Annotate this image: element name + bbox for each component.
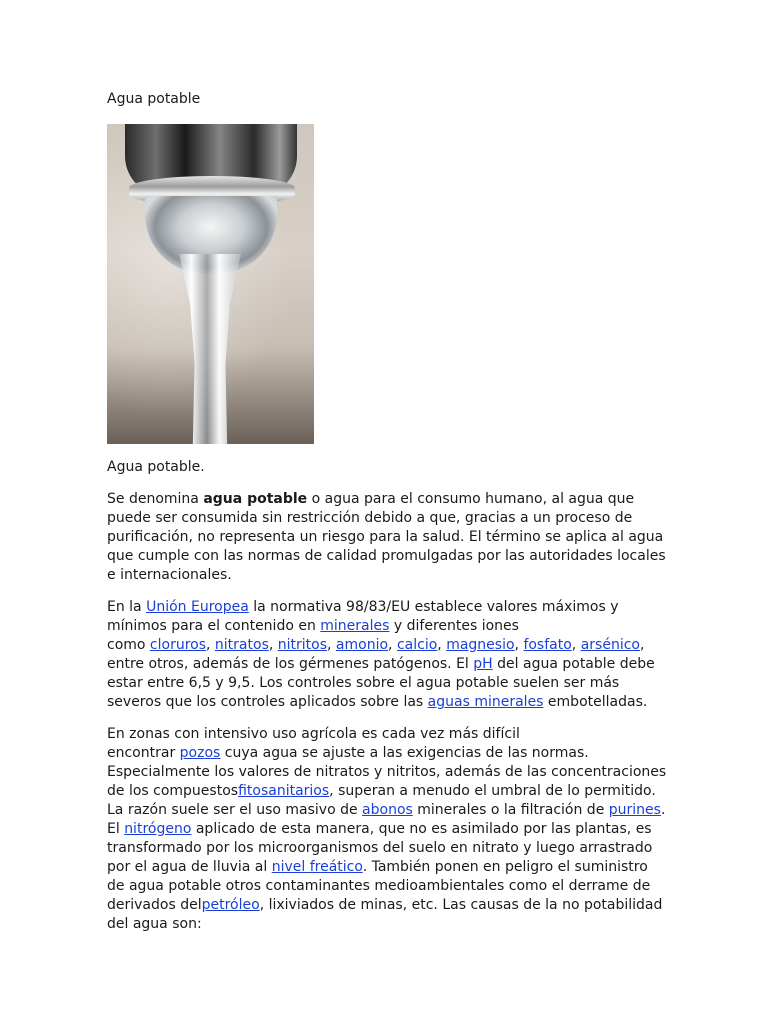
link-calcio[interactable]: calcio — [396, 637, 438, 653]
paragraph-regulation — [107, 598, 667, 712]
link-nitratos[interactable]: nitratos — [214, 637, 269, 653]
text-line: En zonas con intensivo uso agrícola es cada vez más difícil — [107, 726, 520, 742]
text-run: Se denomina — [107, 491, 204, 507]
link-abonos[interactable]: abonos — [362, 802, 413, 818]
text-line: como cloruros, nitratos, nitritos, amonio, calcio, magnesio, fosfato, arsénico, — [107, 637, 645, 653]
text-run: aplicado de esta manera, que no es asimilado por las plantas, es — [191, 821, 652, 837]
text-run: derivados del — [107, 897, 202, 913]
text-run: de los compuestos — [107, 783, 239, 799]
text-run: . — [660, 802, 666, 818]
link-ph[interactable]: pH — [473, 656, 493, 672]
text-line: que cumple con las normas de calidad promulgadas por las autoridades locales — [107, 548, 666, 564]
text-line — [107, 858, 667, 877]
document-title: Agua potable — [107, 91, 201, 107]
text-line: puede ser consumida sin restricción debido a que, gracias a un proceso de — [107, 510, 633, 526]
text-line — [107, 801, 667, 820]
text-line — [107, 782, 667, 801]
text-run: , lixiviados de minas, etc. Las causas de la no potabilidad — [259, 897, 663, 913]
text-run: En la — [107, 599, 147, 615]
document-page — [107, 90, 667, 934]
text-line — [107, 617, 667, 636]
text-line — [107, 598, 667, 617]
paragraph-agriculture — [107, 725, 667, 934]
text-run: como — [107, 637, 150, 653]
text-run: y diferentes iones — [389, 618, 519, 634]
text-run: severos que los controles aplicados sobre las — [107, 694, 428, 710]
text-run: La razón suele ser el uso masivo de — [107, 802, 363, 818]
text-line: Especialmente los valores de nitratos y nitritos, además de las concentraciones — [107, 764, 667, 780]
link-nivel-freatico[interactable]: nivel freático — [271, 859, 363, 875]
link-minerales[interactable]: minerales — [320, 618, 390, 634]
link-pozos[interactable]: pozos — [179, 745, 221, 761]
text-line — [107, 820, 667, 839]
text-line — [107, 693, 667, 712]
text-run: mínimos para el contenido en — [107, 618, 321, 634]
bold-term: agua potable — [203, 491, 308, 507]
faucet-water-photo — [107, 124, 314, 444]
text-run: por el agua de lluvia al — [107, 859, 272, 875]
text-line: e internacionales. — [107, 567, 232, 583]
text-run: cuya agua se ajuste a las exigencias de las normas. — [220, 745, 589, 761]
text-run: , superan a menudo el umbral de lo permitido. — [329, 783, 656, 799]
text-line — [107, 744, 667, 763]
text-line — [107, 490, 667, 509]
text-line: del agua son: — [107, 916, 202, 932]
text-run: . También ponen en peligro el suministro — [362, 859, 648, 875]
link-nitrogeno[interactable]: nitrógeno — [124, 821, 192, 837]
text-run: o agua para el consumo humano, al agua que — [307, 491, 635, 507]
text-run: entre otros, además de los gérmenes patógenos. El — [107, 656, 474, 672]
text-run: encontrar — [107, 745, 180, 761]
text-line: purificación, no representa un riesgo para la salud. El término se aplica al agua — [107, 529, 664, 545]
link-amonio[interactable]: amonio — [335, 637, 389, 653]
text-run: El — [107, 821, 125, 837]
link-cloruros[interactable]: cloruros — [149, 637, 207, 653]
link-arsenico[interactable]: arsénico — [580, 637, 640, 653]
link-union-europea[interactable]: Unión Europea — [146, 599, 249, 615]
link-magnesio[interactable]: magnesio — [446, 637, 515, 653]
text-line — [107, 655, 667, 674]
text-line: transformado por los microorganismos del suelo en nitrato y luego arrastrado — [107, 840, 653, 856]
text-line: estar entre 6,5 y 9,5. Los controles sobre el agua potable suelen ser más — [107, 675, 620, 691]
text-run: minerales o la filtración de — [412, 802, 609, 818]
link-nitritos[interactable]: nitritos — [277, 637, 328, 653]
text-line — [107, 896, 667, 915]
link-aguas-minerales[interactable]: aguas minerales — [427, 694, 544, 710]
text-run: la normativa 98/83/EU establece valores máximos y — [248, 599, 619, 615]
link-petroleo[interactable]: petróleo — [201, 897, 260, 913]
link-fosfato[interactable]: fosfato — [523, 637, 572, 653]
paragraph-definition — [107, 490, 667, 585]
link-purines[interactable]: purines — [608, 802, 661, 818]
text-run: del agua potable debe — [492, 656, 655, 672]
text-run: embotelladas. — [543, 694, 648, 710]
text-line: de agua potable otros contaminantes medioambientales como el derrame de — [107, 878, 651, 894]
link-fitosanitarios[interactable]: fitosanitarios — [238, 783, 330, 799]
photo-caption: Agua potable. — [107, 459, 205, 475]
